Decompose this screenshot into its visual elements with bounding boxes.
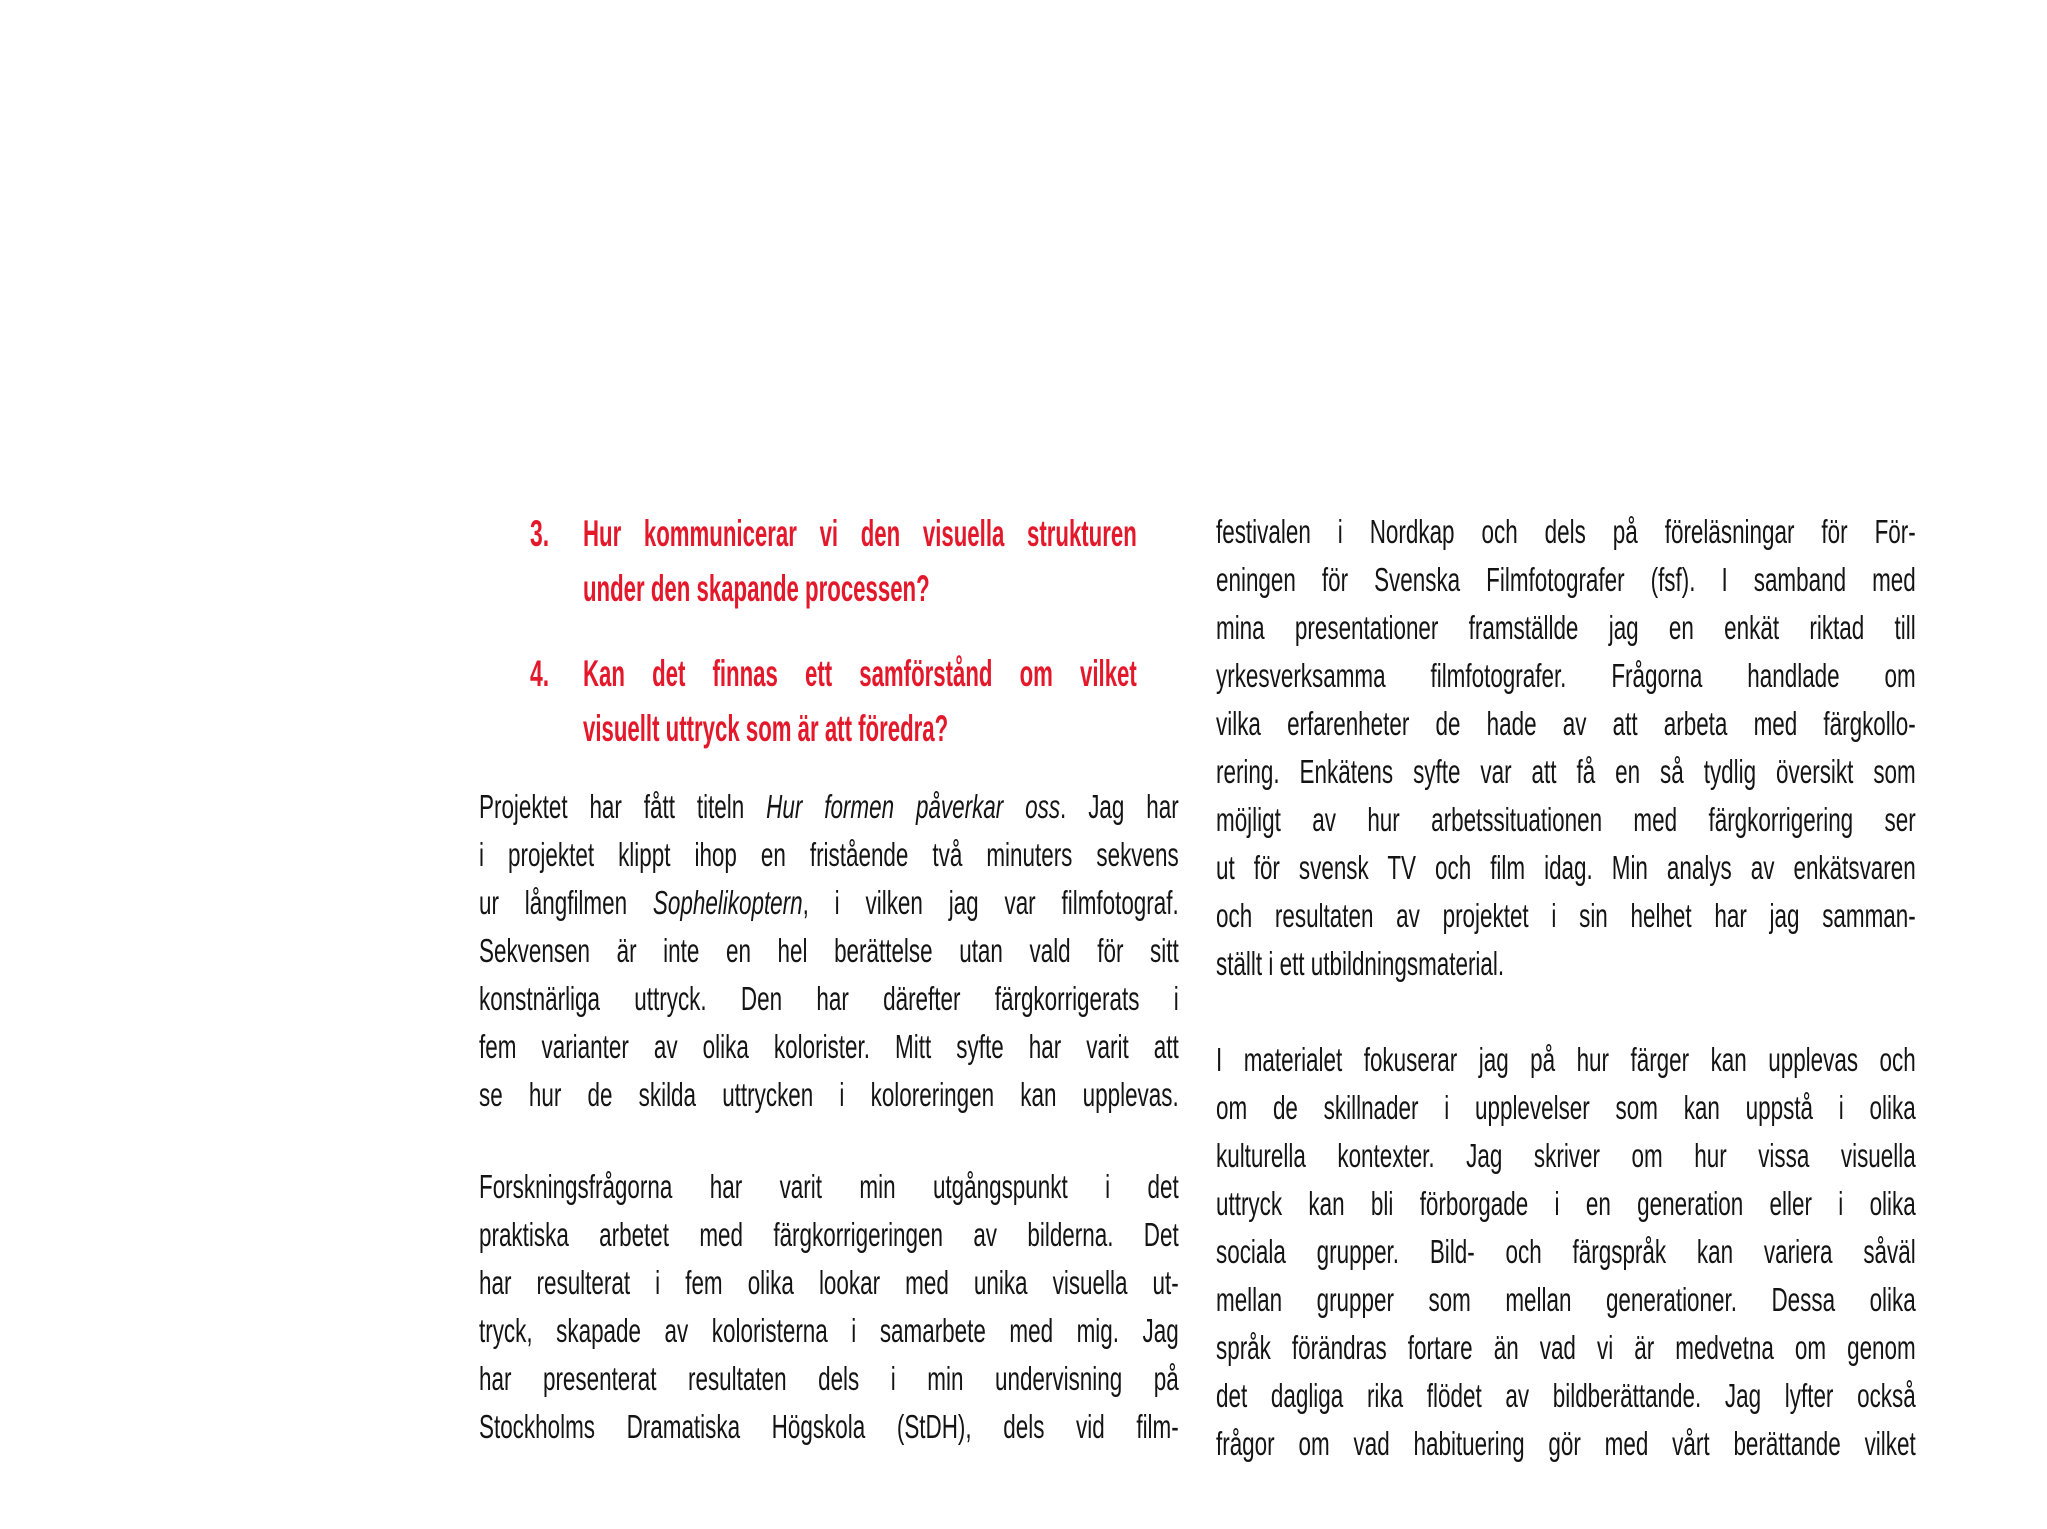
text-line: har presenterat resultaten dels i min undervisning på <box>479 1360 1179 1397</box>
text-line: vilka erfarenheter de hade av att arbeta med färgkollo- <box>1216 705 1916 742</box>
question-text <box>583 646 1137 756</box>
text-line: festivalen i Nordkap och dels på föreläsningar för För- <box>1216 513 1916 550</box>
text-line: om de skillnader i upplevelser som kan uppstå i olika <box>1216 1089 1916 1126</box>
text-line: Projektet har fått titeln Hur formen påverkar oss. Jag har <box>479 788 1179 825</box>
paragraph <box>1216 508 1916 988</box>
paragraph <box>479 1163 1182 1451</box>
text-line: möjligt av hur arbetssituationen med färgkorrigering ser <box>1216 801 1916 838</box>
question-number: 3. <box>530 513 550 554</box>
text-line: frågor om vad habituering gör med vårt berättande vilket <box>1216 1425 1916 1462</box>
text-line: eningen för Svenska Filmfotografer (fsf). I samband med <box>1216 561 1916 598</box>
text-line: i projektet klippt ihop en fristående två minuters sekvens <box>479 836 1179 873</box>
text-line: språk förändras fortare än vad vi är medvetna om genom <box>1216 1329 1916 1366</box>
text-line: Hur kommunicerar vi den visuella strukturen <box>583 513 1137 554</box>
text-line: det dagliga rika flödet av bildberättande. Jag lyfter också <box>1216 1377 1916 1414</box>
text-line: sociala grupper. Bild- och färgspråk kan variera såväl <box>1216 1233 1916 1270</box>
text-line: Stockholms Dramatiska Högskola (StDH), dels vid film- <box>479 1408 1179 1445</box>
text-line: Forskningsfrågorna har varit min utgångspunkt i det <box>479 1168 1179 1205</box>
text-line: mina presentationer framställde jag en enkät riktad till <box>1216 609 1916 646</box>
text-line: mellan grupper som mellan generationer. Dessa olika <box>1216 1281 1916 1318</box>
text-line: under den skapande processen? <box>583 568 930 609</box>
text-line: praktiska arbetet med färgkorrigeringen av bilderna. Det <box>479 1216 1179 1253</box>
text-line: fem varianter av olika kolorister. Mitt syfte har varit att <box>479 1028 1179 1065</box>
text-line: ställt i ett utbildningsmaterial. <box>1216 945 1505 982</box>
text-line: tryck, skapade av koloristerna i samarbete med mig. Jag <box>479 1312 1179 1349</box>
text-line: rering. Enkätens syfte var att få en så tydlig översikt som <box>1216 753 1916 790</box>
question-text <box>583 506 1137 616</box>
question-number: 4. <box>530 653 550 694</box>
text-line: har resulterat i fem olika lookar med unika visuella ut- <box>479 1264 1179 1301</box>
text-line: konstnärliga uttryck. Den har därefter färgkorrigerats i <box>479 980 1179 1017</box>
paragraph <box>479 783 1182 1119</box>
text-line: kulturella kontexter. Jag skriver om hur vissa visuella <box>1216 1137 1916 1174</box>
text-line: och resultaten av projektet i sin helhet har jag samman- <box>1216 897 1916 934</box>
right-text-column <box>1216 508 1916 1468</box>
paragraph <box>1216 1036 1916 1468</box>
paragraph <box>583 646 1137 756</box>
text-line: ur långfilmen Sophelikoptern, i vilken jag var filmfotograf. <box>479 884 1179 921</box>
text-line: se hur de skilda uttrycken i koloreringen kan upplevas. <box>479 1076 1179 1113</box>
text-line: Kan det finnas ett samförstånd om vilket <box>583 653 1137 694</box>
text-line: Sekvensen är inte en hel berättelse utan vald för sitt <box>479 932 1179 969</box>
text-line: visuellt uttryck som är att föredra? <box>583 708 949 749</box>
paragraph <box>583 506 1137 616</box>
text-line: uttryck kan bli förborgade i en generation eller i olika <box>1216 1185 1916 1222</box>
left-text-column <box>479 783 1182 1451</box>
text-line: ut för svensk TV och film idag. Min analys av enkätsvaren <box>1216 849 1916 886</box>
text-line: I materialet fokuserar jag på hur färger kan upplevas och <box>1216 1041 1916 1078</box>
text-line: yrkesverksamma filmfotografer. Frågorna handlade om <box>1216 657 1916 694</box>
